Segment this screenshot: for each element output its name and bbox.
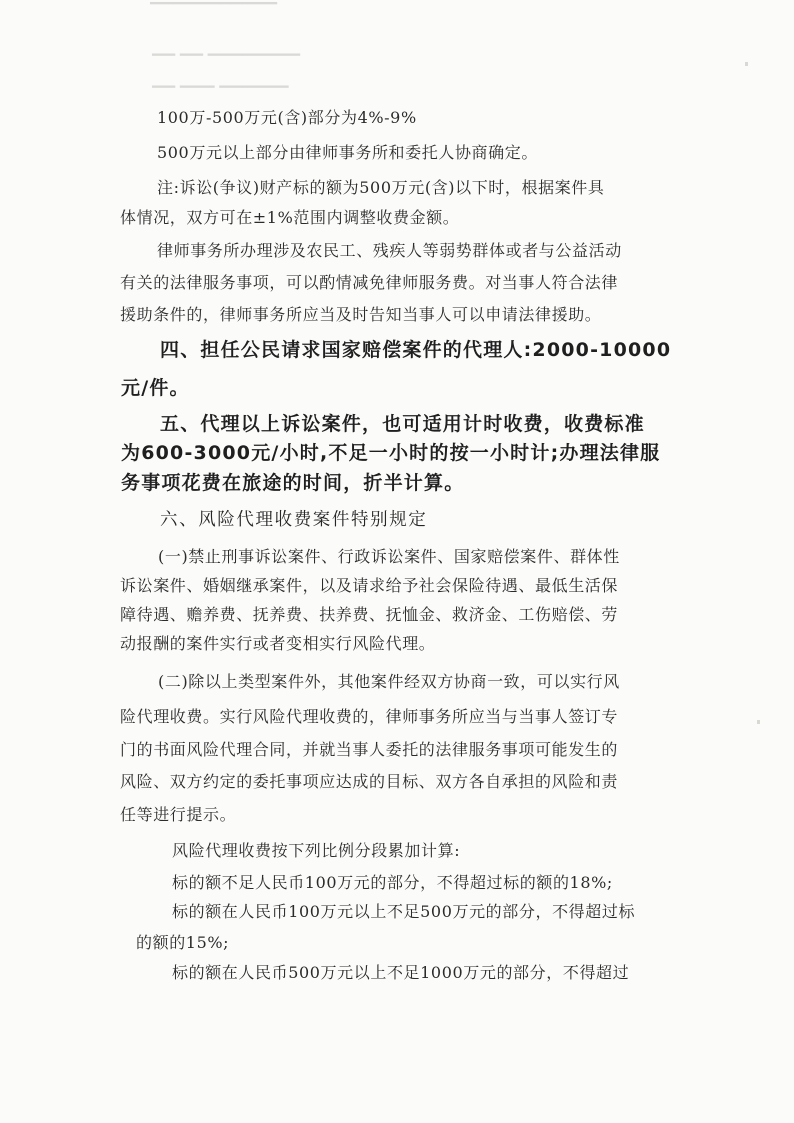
text-line: 100万-500万元(含)部分为4%-9% — [157, 108, 417, 127]
text-line: 律师事务所办理涉及农民工、残疾人等弱势群体或者与公益活动 — [157, 241, 622, 260]
bleed-through-text: ▔▔▔▔▔▔▔▔▔▔▔ — [150, 2, 277, 20]
text-line: 500万元以上部分由律师事务所和委托人协商确定。 — [157, 143, 538, 162]
scan-speck — [745, 62, 748, 66]
text-line: 标的额在人民币100万元以上不足500万元的部分，不得超过标 — [172, 902, 636, 921]
text-line: 援助条件的，律师事务所应当及时告知当事人可以申请法律援助。 — [120, 305, 602, 324]
text-line: 风险、双方约定的委托事项应达成的目标、双方各自承担的风险和责 — [120, 772, 619, 791]
text-line: (二)除以上类型案件外，其他案件经双方协商一致，可以实行风 — [158, 672, 620, 691]
text-line: 有关的法律服务事项，可以酌情减免律师服务费。对当事人符合法律 — [120, 273, 619, 292]
text-line: 注:诉讼(争议)财产标的额为500万元(含)以下时，根据案件具 — [157, 178, 605, 197]
text-line: 的额的15%; — [136, 933, 230, 952]
text-line: 障待遇、赡养费、抚养费、扶养费、抚恤金、救济金、工伤赔偿、劳 — [120, 605, 619, 624]
section-heading: 四、担任公民请求国家赔偿案件的代理人:2000-10000 — [160, 339, 672, 361]
text-line: 任等进行提示。 — [120, 805, 237, 824]
section-heading: 为600-3000元/小时,不足一小时的按一小时计;办理法律服 — [121, 442, 661, 464]
bleed-through-text: ▁▁ ▁▁▁ ▁▁▁▁▁▁ — [152, 70, 289, 88]
section-heading: 五、代理以上诉讼案件，也可适用计时收费，收费标准 — [160, 413, 645, 435]
text-line: 动报酬的案件实行或者变相实行风险代理。 — [120, 634, 436, 653]
text-line: 标的额在人民币500万元以上不足1000万元的部分，不得超过 — [172, 963, 630, 982]
text-line: 风险代理收费按下列比例分段累加计算: — [172, 841, 461, 860]
bleed-through-text: ▁▁ ▁▁ ▁▁▁▁▁▁▁▁ — [152, 38, 300, 56]
section-heading: 务事项花费在旅途的时间，折半计算。 — [121, 472, 465, 494]
text-line: 门的书面风险代理合同，并就当事人委托的法律服务事项可能发生的 — [120, 740, 619, 759]
text-line: 诉讼案件、婚姻继承案件，以及请求给予社会保险待遇、最低生活保 — [120, 576, 619, 595]
text-line: 体情况，双方可在±1%范围内调整收费金额。 — [120, 208, 460, 227]
scan-speck — [757, 720, 760, 724]
text-line: 标的额不足人民币100万元的部分，不得超过标的额的18%; — [172, 873, 613, 892]
section-heading: 元/件。 — [121, 377, 190, 399]
text-line: 险代理收费。实行风险代理收费的，律师事务所应当与当事人签订专 — [120, 707, 619, 726]
text-line: (一)禁止刑事诉讼案件、行政诉讼案件、国家赔偿案件、群体性 — [158, 547, 620, 566]
section-heading: 六、风险代理收费案件特别规定 — [160, 510, 428, 530]
